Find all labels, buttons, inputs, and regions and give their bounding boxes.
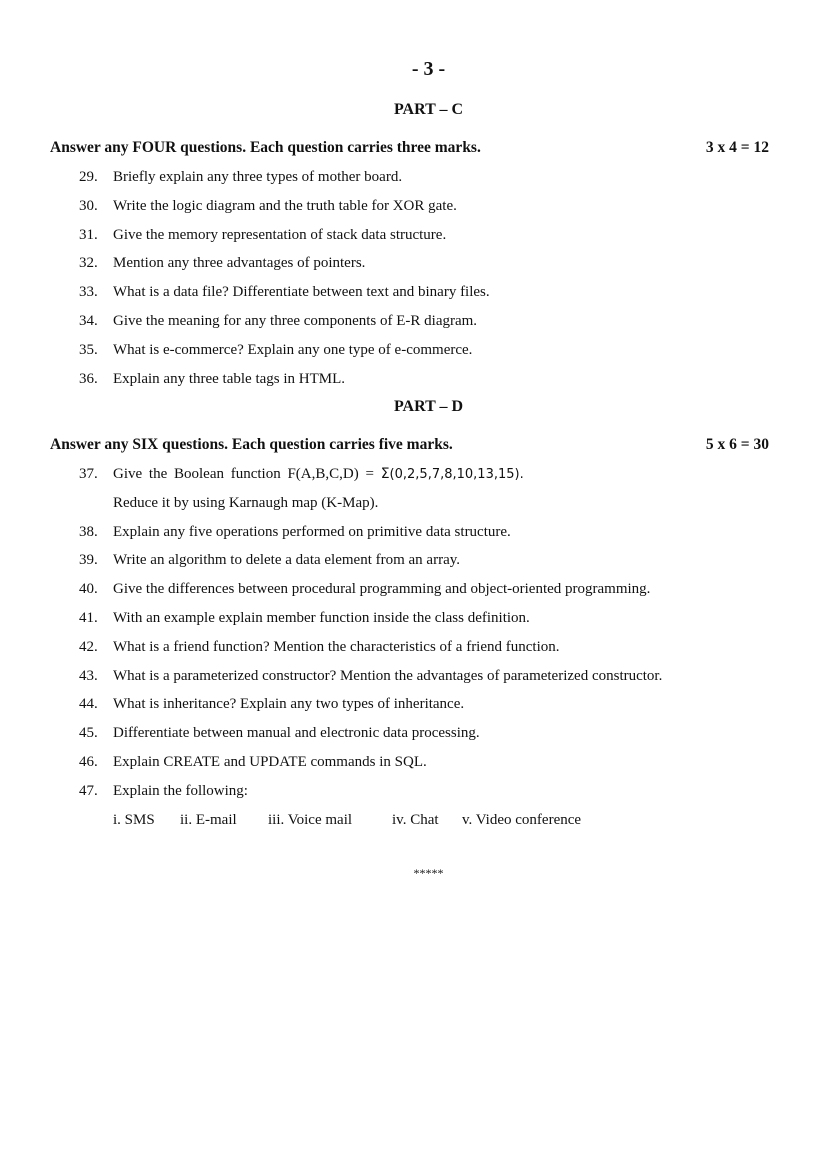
question-number: 31.: [79, 226, 98, 243]
question-text: What is e-commerce? Explain any one type of e-commerce.: [113, 341, 473, 358]
question-number: 32.: [79, 255, 98, 272]
question-39: [0, 551, 827, 580]
question-text: [113, 465, 524, 484]
question-43: [0, 667, 827, 696]
page-number: - 3 -: [411, 58, 446, 80]
part-c-instruction: Answer any FOUR questions. Each question carries three marks.: [50, 139, 481, 156]
question-number: 38.: [79, 523, 98, 540]
question-44: [0, 695, 827, 724]
question-number: 44.: [79, 696, 98, 713]
question-text: What is a parameterized constructor? Mention the advantages of parameterized constructor.: [113, 667, 663, 684]
question-number: 46.: [79, 753, 98, 770]
option-chat: iv. Chat: [392, 811, 439, 828]
question-number: 37.: [79, 466, 98, 482]
question-text: What is inheritance? Explain any two types of inheritance.: [113, 696, 465, 713]
question-number: 34.: [79, 312, 98, 329]
question-34: [0, 312, 827, 341]
question-continuation: Reduce it by using Karnaugh map (K-Map).: [113, 495, 379, 511]
option-voice-mail: iii. Voice mail: [268, 811, 353, 828]
question-number: 42.: [79, 638, 98, 655]
part-d-marks: 5 x 6 = 30: [705, 436, 769, 453]
question-number: 29.: [79, 169, 98, 185]
question-number: 41.: [79, 609, 98, 626]
question-number: 35.: [79, 341, 98, 358]
question-text: Give the differences between procedural programming and object-oriented programming.: [113, 581, 651, 598]
question-text: Write an algorithm to delete a data element from an array.: [113, 552, 461, 569]
question-number: 45.: [79, 725, 98, 742]
part-d-question-list: [0, 465, 827, 839]
question-text: Give the memory representation of stack data structure.: [113, 226, 447, 243]
question-text: Explain any three table tags in HTML.: [113, 370, 346, 387]
question-text: Briefly explain any three types of mother board.: [113, 169, 403, 185]
question-number: 43.: [79, 667, 98, 684]
question-text: Give the meaning for any three components of E-R diagram.: [113, 312, 478, 329]
question-40: [0, 580, 827, 609]
option-video-conference: v. Video conference: [462, 811, 582, 828]
part-c-question-list: [0, 168, 827, 398]
question-30: [0, 197, 827, 226]
question-36: [0, 370, 827, 399]
end-of-paper-mark: *****: [413, 866, 444, 880]
question-46: [0, 753, 827, 782]
minterm-list: (0,2,5,7,8,10,13,15).: [389, 467, 524, 482]
question-text: Differentiate between manual and electronic data processing.: [113, 725, 480, 742]
question-number: 47.: [79, 782, 98, 799]
question-42: [0, 638, 827, 667]
question-text: Explain the following:: [113, 782, 248, 799]
question-33: [0, 283, 827, 312]
question-number: 39.: [79, 552, 98, 569]
question-text: What is a friend function? Mention the characteristics of a friend function.: [113, 638, 560, 655]
option-sms: i. SMS: [113, 811, 155, 828]
question-text: Explain any five operations performed on primitive data structure.: [113, 523, 511, 540]
communication-options: [0, 811, 827, 829]
question-35: [0, 341, 827, 370]
question-number: 36.: [79, 370, 98, 387]
part-d-heading: PART – D: [393, 398, 464, 415]
option-email: ii. E-mail: [180, 811, 237, 828]
part-d-instruction: Answer any SIX questions. Each question carries five marks.: [50, 436, 453, 453]
part-c-heading: PART – C: [393, 101, 464, 118]
question-45: [0, 724, 827, 753]
question-41: [0, 609, 827, 638]
question-number: 40.: [79, 581, 98, 598]
question-text: Write the logic diagram and the truth table for XOR gate.: [113, 197, 457, 214]
question-text: Mention any three advantages of pointers.: [113, 255, 366, 272]
boolean-function-text: Give the Boolean function F(A,B,C,D) =: [113, 466, 374, 482]
question-number: 30.: [79, 197, 98, 214]
sigma-symbol: Σ: [380, 466, 390, 482]
question-37: [0, 465, 827, 523]
part-c-marks: 3 x 4 = 12: [705, 139, 769, 156]
question-text: With an example explain member function inside the class definition.: [113, 609, 530, 626]
question-text: Explain CREATE and UPDATE commands in SQL.: [113, 753, 427, 770]
question-29: [0, 168, 827, 197]
question-47: [0, 782, 827, 840]
question-number: 33.: [79, 284, 98, 301]
question-38: [0, 523, 827, 552]
question-31: [0, 226, 827, 255]
question-text: What is a data file? Differentiate between text and binary files.: [113, 284, 490, 301]
question-32: [0, 254, 827, 283]
